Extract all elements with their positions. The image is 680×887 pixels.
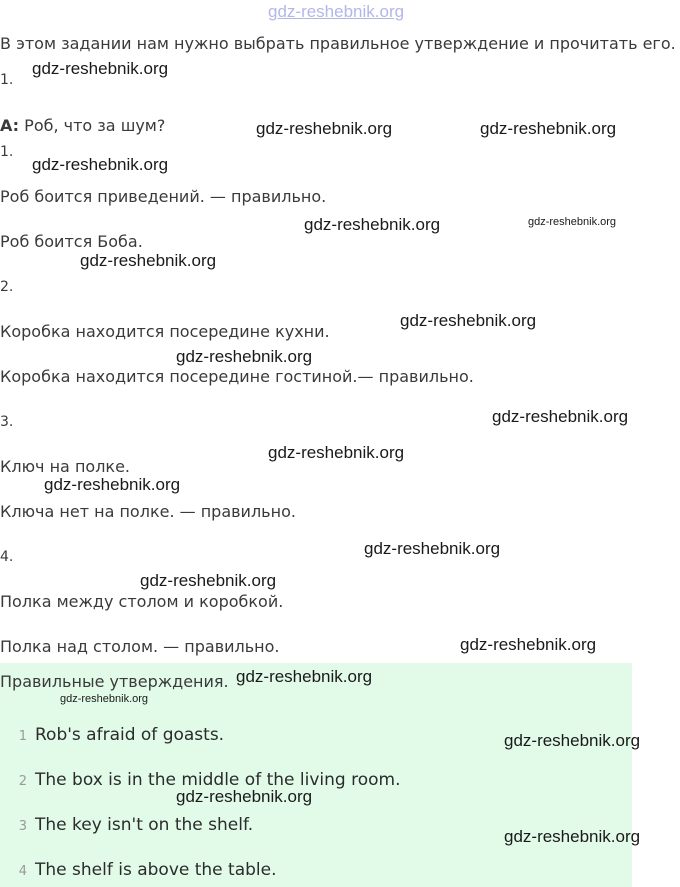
- answer-text: The box is in the middle of the living room.: [35, 770, 401, 790]
- dialog-text: Роб, что за шум?: [19, 116, 166, 135]
- question-1-option-2: Роб боится Боба.: [0, 232, 143, 251]
- question-2-option-2: Коробка находится посередине гостиной.— правильно.: [0, 367, 474, 386]
- watermark: gdz-reshebnik.org: [80, 251, 217, 270]
- watermark: gdz-reshebnik.org: [176, 787, 313, 806]
- answer-number: 1: [18, 729, 27, 744]
- answer-number: 2: [18, 774, 27, 789]
- watermark: gdz-reshebnik.org: [140, 571, 277, 590]
- watermark: gdz-reshebnik.org: [268, 443, 405, 462]
- heading-number: 1.: [0, 72, 14, 88]
- watermark: gdz-reshebnik.org: [44, 475, 181, 494]
- watermark: gdz-reshebnik.org: [400, 311, 537, 330]
- watermark: gdz-reshebnik.org: [480, 119, 617, 138]
- question-4-option-1: Полка между столом и коробкой.: [0, 592, 284, 611]
- answer-text: Rob's afraid of goasts.: [35, 725, 225, 745]
- answer-item-1: [0, 724, 224, 748]
- question-1-option-1: Роб боится приведений. — правильно.: [0, 187, 327, 206]
- watermark: gdz-reshebnik.org: [364, 539, 501, 558]
- watermark-small: gdz-reshebnik.org: [528, 216, 617, 228]
- question-4-number: 4.: [0, 549, 14, 565]
- watermark: gdz-reshebnik.org: [492, 407, 629, 426]
- watermark: gdz-reshebnik.org: [32, 59, 169, 78]
- watermark: gdz-reshebnik.org: [504, 827, 641, 846]
- watermark: gdz-reshebnik.org: [460, 635, 597, 654]
- watermark: gdz-reshebnik.org: [176, 347, 313, 366]
- question-4-option-2: Полка над столом. — правильно.: [0, 637, 280, 656]
- answer-text: The key isn't on the shelf.: [35, 815, 254, 835]
- answer-text: The shelf is above the table.: [35, 860, 277, 880]
- dialog-line: [0, 116, 165, 136]
- question-3-number: 3.: [0, 414, 14, 430]
- question-3-option-2: Ключа нет на полке. — правильно.: [0, 502, 296, 521]
- watermark: gdz-reshebnik.org: [304, 215, 441, 234]
- answer-item-3: [0, 814, 253, 838]
- watermark-link-top[interactable]: gdz-reshebnik.org: [268, 2, 405, 21]
- dialog-speaker: A:: [0, 116, 20, 135]
- watermark: gdz-reshebnik.org: [32, 155, 169, 174]
- question-1-number: 1.: [0, 144, 14, 160]
- watermark: gdz-reshebnik.org: [256, 119, 393, 138]
- answer-item-4: [0, 859, 277, 883]
- answer-number: 3: [18, 819, 27, 834]
- question-3-option-1: Ключ на полке.: [0, 457, 131, 476]
- watermark-small: gdz-reshebnik.org: [60, 693, 149, 705]
- watermark: gdz-reshebnik.org: [504, 731, 641, 750]
- answer-number: 4: [18, 864, 27, 879]
- question-2-option-1: Коробка находится посередине кухни.: [0, 322, 330, 341]
- answers-title: Правильные утверждения.: [0, 672, 229, 691]
- question-2-number: 2.: [0, 279, 14, 295]
- intro-text: В этом задании нам нужно выбрать правильное утверждение и прочитать его.: [0, 34, 676, 53]
- watermark: gdz-reshebnik.org: [236, 667, 373, 686]
